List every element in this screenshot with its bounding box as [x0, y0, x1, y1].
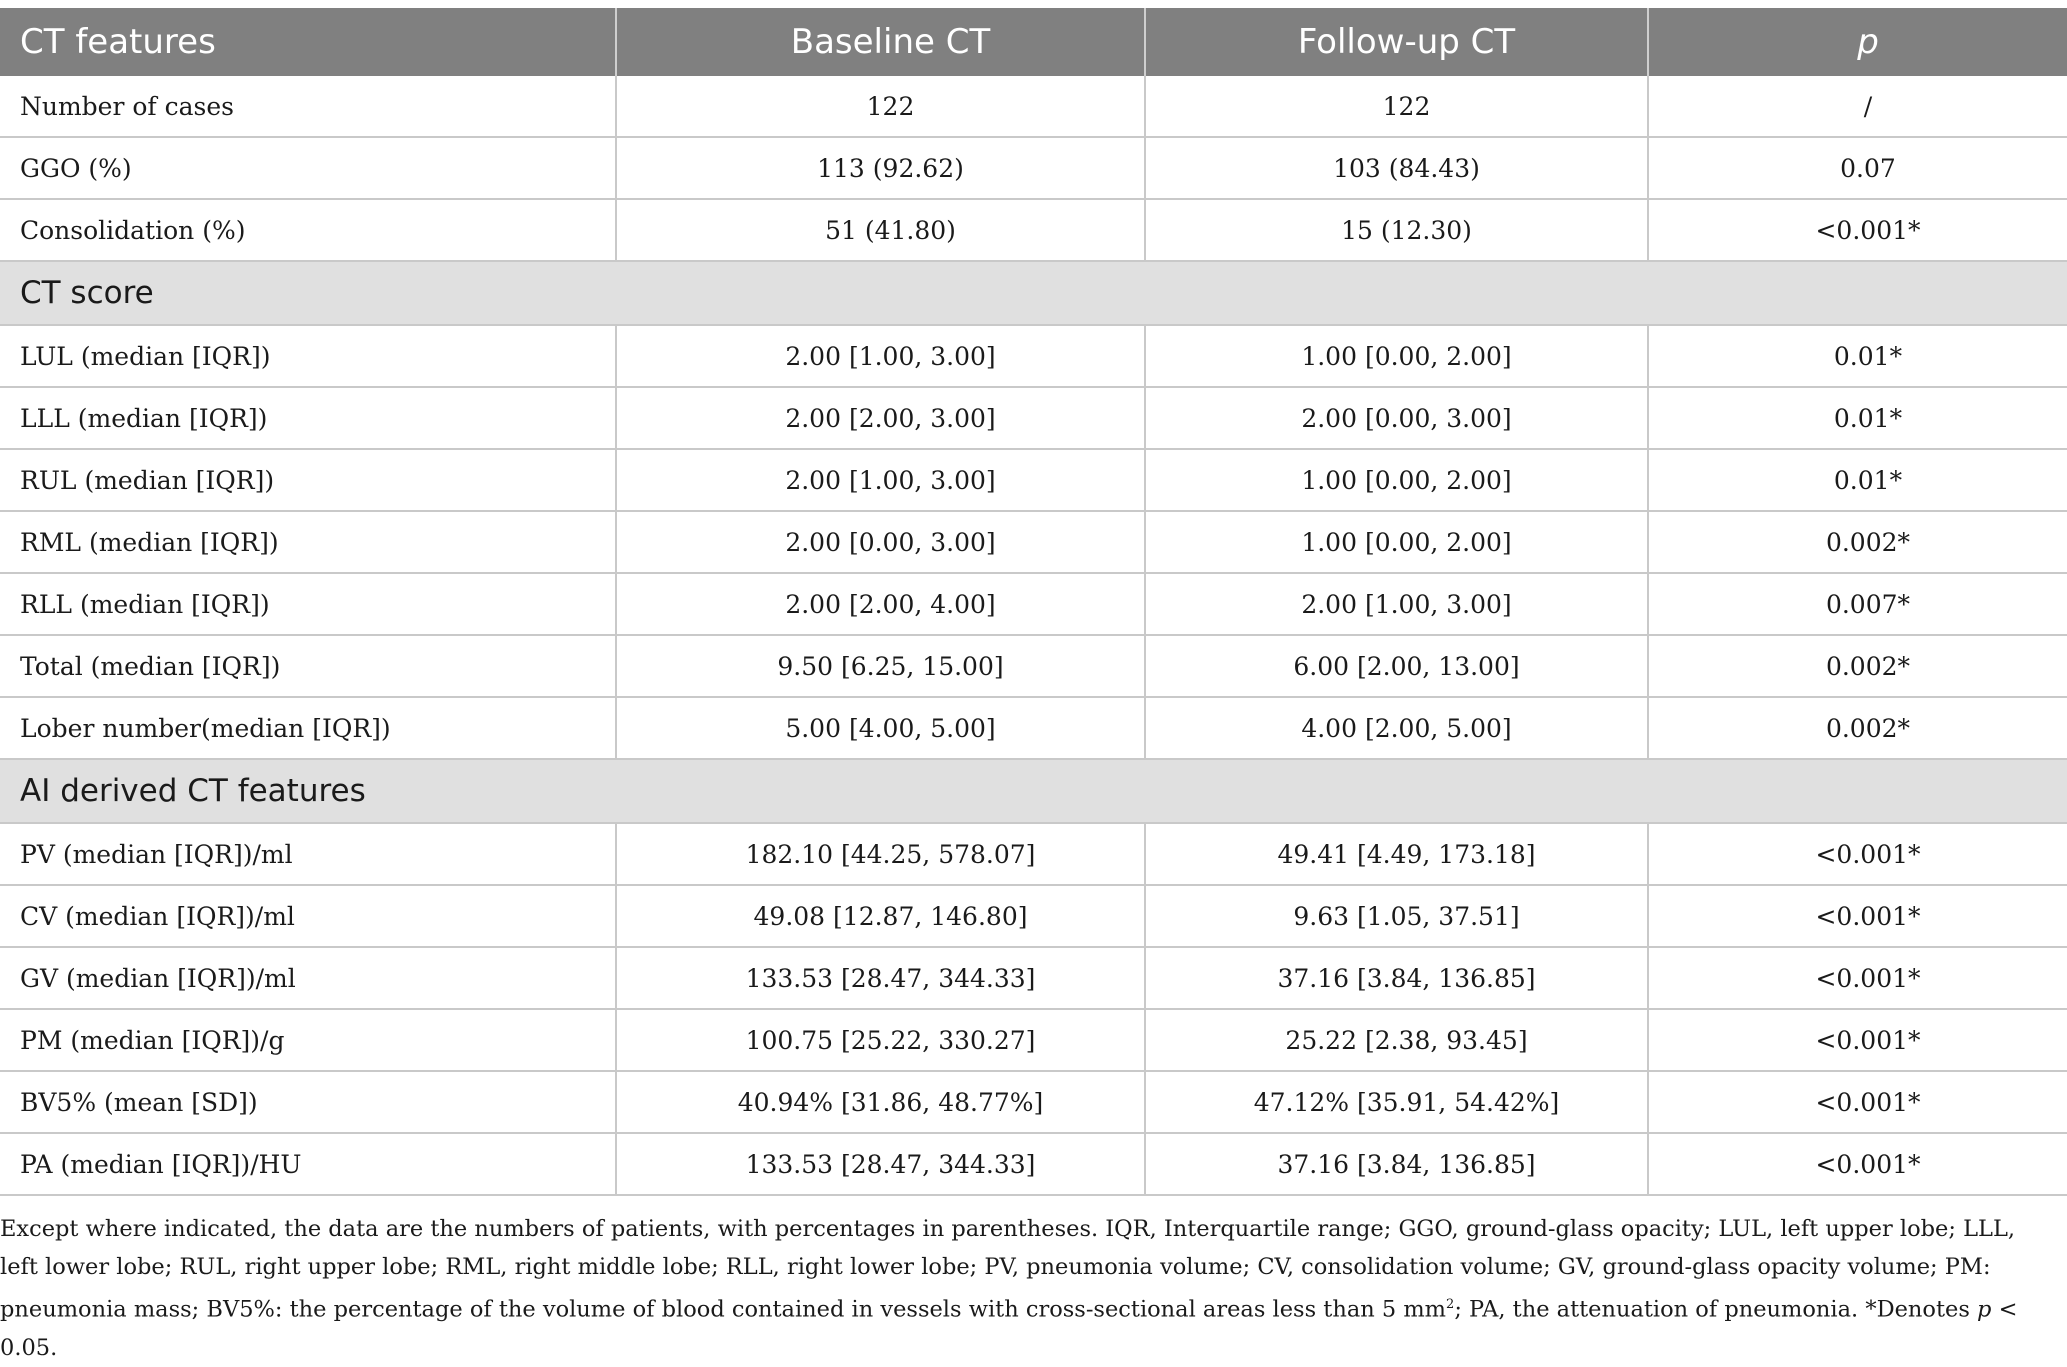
footnote-p-italic: p — [1977, 1296, 1992, 1323]
cell-baseline: 5.00 [4.00, 5.00] — [616, 697, 1145, 759]
table-row — [0, 885, 2067, 947]
footnote-text-2: ; PA, the attenuation of pneumonia. *Denotes — [1454, 1296, 1978, 1323]
table-row — [0, 137, 2067, 199]
table-row — [0, 697, 2067, 759]
cell-feature: Consolidation (%) — [0, 199, 616, 261]
table-row — [0, 635, 2067, 697]
table-row — [0, 1071, 2067, 1133]
cell-feature: BV5% (mean [SD]) — [0, 1071, 616, 1133]
cell-p-value: 0.07 — [1648, 137, 2067, 199]
cell-feature: RLL (median [IQR]) — [0, 573, 616, 635]
cell-followup: 4.00 [2.00, 5.00] — [1145, 697, 1648, 759]
cell-feature: RUL (median [IQR]) — [0, 449, 616, 511]
table-row — [0, 511, 2067, 573]
table-row — [0, 199, 2067, 261]
cell-p-value: 0.01* — [1648, 387, 2067, 449]
cell-feature: RML (median [IQR]) — [0, 511, 616, 573]
cell-p-value: 0.007* — [1648, 573, 2067, 635]
footnote-superscript: 2 — [1446, 1297, 1455, 1312]
section-row — [0, 261, 2067, 325]
cell-feature: LUL (median [IQR]) — [0, 325, 616, 387]
cell-p-value: <0.001* — [1648, 1133, 2067, 1195]
cell-followup: 47.12% [35.91, 54.42%] — [1145, 1071, 1648, 1133]
cell-followup: 122 — [1145, 76, 1648, 137]
cell-feature: LLL (median [IQR]) — [0, 387, 616, 449]
cell-baseline: 133.53 [28.47, 344.33] — [616, 1133, 1145, 1195]
cell-feature: GV (median [IQR])/ml — [0, 947, 616, 1009]
cell-baseline: 113 (92.62) — [616, 137, 1145, 199]
cell-p-value: <0.001* — [1648, 1009, 2067, 1071]
cell-baseline: 2.00 [1.00, 3.00] — [616, 449, 1145, 511]
table-row — [0, 449, 2067, 511]
cell-feature: PV (median [IQR])/ml — [0, 823, 616, 885]
table-row — [0, 823, 2067, 885]
cell-followup: 1.00 [0.00, 2.00] — [1145, 325, 1648, 387]
section-ct-score: CT score — [0, 261, 2067, 325]
cell-followup: 2.00 [0.00, 3.00] — [1145, 387, 1648, 449]
cell-p-value: 0.01* — [1648, 449, 2067, 511]
cell-followup: 49.41 [4.49, 173.18] — [1145, 823, 1648, 885]
cell-followup: 103 (84.43) — [1145, 137, 1648, 199]
ct-features-table — [0, 8, 2067, 1196]
table-row — [0, 387, 2067, 449]
cell-feature: CV (median [IQR])/ml — [0, 885, 616, 947]
cell-p-value: 0.01* — [1648, 325, 2067, 387]
cell-p-value: / — [1648, 76, 2067, 137]
cell-feature: PA (median [IQR])/HU — [0, 1133, 616, 1195]
header-row — [0, 8, 2067, 76]
cell-baseline: 122 — [616, 76, 1145, 137]
cell-feature: PM (median [IQR])/g — [0, 1009, 616, 1071]
header-ct-features: CT features — [0, 8, 616, 76]
header-baseline-ct: Baseline CT — [616, 8, 1145, 76]
cell-followup: 25.22 [2.38, 93.45] — [1145, 1009, 1648, 1071]
cell-followup: 9.63 [1.05, 37.51] — [1145, 885, 1648, 947]
cell-baseline: 100.75 [25.22, 330.27] — [616, 1009, 1145, 1071]
cell-followup: 1.00 [0.00, 2.00] — [1145, 511, 1648, 573]
section-ai-derived: AI derived CT features — [0, 759, 2067, 823]
cell-feature: GGO (%) — [0, 137, 616, 199]
cell-feature: Lober number(median [IQR]) — [0, 697, 616, 759]
table-row — [0, 1133, 2067, 1195]
cell-p-value: <0.001* — [1648, 199, 2067, 261]
cell-followup: 1.00 [0.00, 2.00] — [1145, 449, 1648, 511]
cell-followup: 6.00 [2.00, 13.00] — [1145, 635, 1648, 697]
table-row — [0, 947, 2067, 1009]
table-row — [0, 1009, 2067, 1071]
cell-p-value: <0.001* — [1648, 823, 2067, 885]
table-footnote — [0, 1210, 2060, 1367]
table-row — [0, 573, 2067, 635]
cell-baseline: 40.94% [31.86, 48.77%] — [616, 1071, 1145, 1133]
cell-baseline: 2.00 [0.00, 3.00] — [616, 511, 1145, 573]
cell-p-value: <0.001* — [1648, 947, 2067, 1009]
cell-p-value: 0.002* — [1648, 697, 2067, 759]
cell-p-value: <0.001* — [1648, 885, 2067, 947]
cell-baseline: 2.00 [1.00, 3.00] — [616, 325, 1145, 387]
table-body — [0, 76, 2067, 1195]
footnote-text-3: < 0.05. — [0, 1296, 2018, 1361]
table-container — [0, 8, 2067, 1196]
cell-baseline: 133.53 [28.47, 344.33] — [616, 947, 1145, 1009]
cell-p-value: 0.002* — [1648, 511, 2067, 573]
cell-followup: 2.00 [1.00, 3.00] — [1145, 573, 1648, 635]
cell-followup: 37.16 [3.84, 136.85] — [1145, 947, 1648, 1009]
cell-baseline: 2.00 [2.00, 4.00] — [616, 573, 1145, 635]
footnote-text-1: Except where indicated, the data are the numbers of patients, with percentages in parentheses. IQR, Interquartile range; GGO, ground-glass opacity; LUL, left upper lobe; LLL, left lower lobe; RUL, right upper lobe; RML, right middle lobe; RLL, right lower lobe; PV, pneumonia volume; CV, consolidation volume; GV, ground-glass opacity volume; PM: pneumonia mass; BV5%: the percentage of the volume of blood contained in vessels with cross-sectional areas less than 5 mm — [0, 1216, 2016, 1323]
table-row — [0, 325, 2067, 387]
cell-baseline: 2.00 [2.00, 3.00] — [616, 387, 1145, 449]
cell-baseline: 182.10 [44.25, 578.07] — [616, 823, 1145, 885]
header-followup-ct: Follow-up CT — [1145, 8, 1648, 76]
cell-followup: 37.16 [3.84, 136.85] — [1145, 1133, 1648, 1195]
header-p: p — [1648, 8, 2067, 76]
cell-p-value: <0.001* — [1648, 1071, 2067, 1133]
cell-baseline: 51 (41.80) — [616, 199, 1145, 261]
cell-feature: Total (median [IQR]) — [0, 635, 616, 697]
cell-baseline: 9.50 [6.25, 15.00] — [616, 635, 1145, 697]
section-row — [0, 759, 2067, 823]
cell-followup: 15 (12.30) — [1145, 199, 1648, 261]
table-row — [0, 76, 2067, 137]
cell-baseline: 49.08 [12.87, 146.80] — [616, 885, 1145, 947]
cell-feature: Number of cases — [0, 76, 616, 137]
cell-p-value: 0.002* — [1648, 635, 2067, 697]
